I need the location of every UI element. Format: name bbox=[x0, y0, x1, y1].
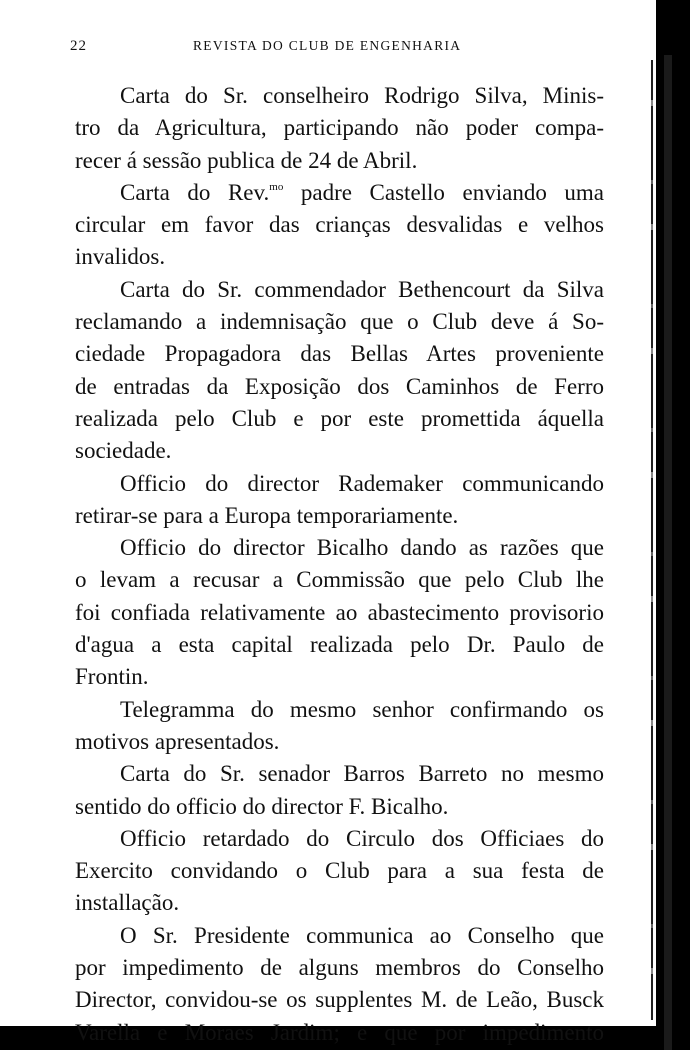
text-line: Officio retardado do Circulo dos Officiaes do bbox=[120, 825, 604, 851]
text-line: Frontin. bbox=[75, 664, 149, 690]
text-line: o levam a recusar a Commissão que pelo Club lhe bbox=[75, 567, 604, 593]
text-line: Carta do Sr. conselheiro Rodrigo Silva, Minis- bbox=[120, 83, 604, 108]
text-line: Director, convidou-se os supplentes M. de Leão, Busck bbox=[75, 987, 604, 1013]
text-line: O Sr. Presidente communica ao Conselho que bbox=[120, 922, 604, 948]
text-line: Telegramma do mesmo senhor confirmando os bbox=[120, 696, 604, 722]
rev-rest: padre Castello enviando uma bbox=[300, 179, 604, 205]
text-line: realizada pelo Club e por este promettida áquella bbox=[75, 405, 604, 431]
text-line: Varella e Moraes Jardim; e que por impedimento bbox=[75, 1019, 604, 1045]
text-line: por impedimento de alguns membros do Conselho bbox=[75, 955, 604, 981]
text-line-rev bbox=[75, 177, 604, 209]
rev-prefix: Carta do Rev. bbox=[120, 179, 270, 205]
text-line: sentido do officio do director F. Bicalho. bbox=[75, 793, 449, 819]
page-right-edge bbox=[664, 55, 672, 1050]
text-line: d'agua a esta capital realizada pelo Dr. Paulo de bbox=[75, 632, 604, 658]
text-line: motivos apresentados. bbox=[75, 728, 280, 754]
page-number: 22 bbox=[70, 38, 87, 54]
text-line: reclamando a indemnisação que o Club deve á So- bbox=[75, 309, 604, 335]
text-line: tro da Agricultura, participando não poder compa- bbox=[75, 115, 604, 141]
rev-superscript: mo bbox=[269, 180, 284, 193]
running-head: REVISTA DO CLUB DE ENGENHARIA bbox=[193, 38, 462, 53]
text-line: retirar-se para a Europa temporariamente. bbox=[75, 502, 459, 528]
text-line: circular em favor das crianças desvalidas e velhos bbox=[75, 212, 604, 238]
text-line: Carta do Sr. commendador Bethencourt da Silva bbox=[120, 276, 604, 302]
text-line: invalidos. bbox=[75, 244, 166, 270]
text-line: foi confiada relativamente ao abastecimento provisorio bbox=[75, 599, 604, 625]
text-line: Officio do director Bicalho dando as razões que bbox=[120, 535, 604, 561]
page-edge-shadow bbox=[651, 60, 653, 1020]
text-line: installação. bbox=[75, 890, 180, 916]
text-line: Carta do Sr. senador Barros Barreto no mesmo bbox=[120, 761, 604, 787]
body-text bbox=[75, 80, 604, 1049]
text-line: ciedade Propagadora das Bellas Artes proveniente bbox=[75, 341, 604, 367]
text-line: Exercito convidando o Club para a sua festa de bbox=[75, 858, 604, 884]
text-line: Officio do director Rademaker communicando bbox=[120, 470, 604, 496]
text-line: recer á sessão publica de 24 de Abril. bbox=[75, 147, 418, 173]
text-line: de entradas da Exposição dos Caminhos de Ferro bbox=[75, 373, 604, 399]
text-line: sociedade. bbox=[75, 438, 172, 464]
page-header bbox=[0, 38, 656, 58]
